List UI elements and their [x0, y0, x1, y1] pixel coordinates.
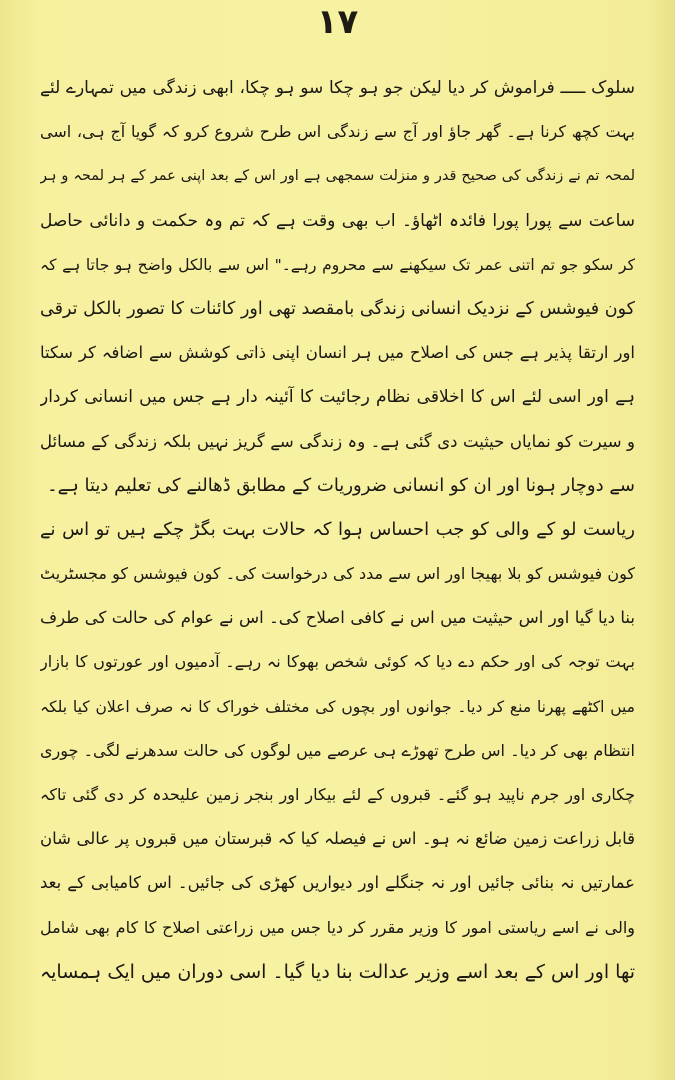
paragraph-end-line: سے دوچار ہونا اور ان کو انسانی ضروریات کے مطابق ڈھالنے کی تعلیم دیتا ہے۔: [47, 474, 635, 496]
text-line: اور ارتقا پذیر ہے جس کی اصلاح میں ہر انسان اپنی ذاتی کوشش سے اضافہ کر سکتا: [40, 343, 635, 363]
text-line: بہت کچھ کرنا ہے۔ گھر جاؤ اور آج سے زندگی اس طرح شروع کرو کہ گویا آج ہی، اسی: [40, 122, 635, 142]
text-line: لمحہ تم نے زندگی کی صحیح قدر و منزلت سمجھی ہے اور اس کے بعد اپنی عمر کے ہر لمحہ و ہر: [40, 168, 635, 185]
text-line: ہے اور اسی لئے اس کا اخلاقی نظام رجائیت کا آئینہ دار ہے جس میں انسانی کردار: [40, 387, 635, 408]
text-line: بنا دیا گیا اور اس حیثیت میں اس نے کافی اصلاح کی۔ اس نے عوام کی حالت کی طرف: [40, 608, 635, 628]
text-line: بہت توجہ کی اور حکم دے دیا کہ کوئی شخص بھوکا نہ رہے۔ آدمیوں اور عورتوں کا بازار: [40, 652, 635, 672]
text-line: عمارتیں نہ بنائی جائیں اور نہ جنگلے اور دیواریں کھڑی کی جائیں۔ اس کامیابی کے بعد: [40, 873, 635, 893]
text-line: تھا اور اس کے بعد اسے وزیر عدالت بنا دیا گیا۔ اسی دوران میں ایک ہمسایہ: [40, 960, 635, 983]
text-line: و سیرت کو نمایاں حیثیت دی گئی ہے۔ وہ زندگی سے گریز نہیں بلکہ زندگی کے مسائل: [40, 431, 635, 451]
text-line: کون فیوشس کے نزدیک انسانی زندگی بامقصد تھی اور کائنات کا تصور بالکل ترقی: [40, 298, 635, 319]
text-line: چکاری اور جرم ناپید ہو گئے۔ قبروں کے لئے بیکار اور بنجر زمین علیحدہ کر دی گئی تاکہ: [40, 785, 635, 804]
text-line: ساعت سے پورا پورا فائدہ اٹھاؤ۔ اب بھی وقت ہے کہ تم وہ حکمت و دانائی حاصل: [40, 210, 635, 231]
text-line: ریاست لو کے والی کو جب احساس ہوا کہ حالات بہت بگڑ چکے ہیں تو اس نے: [40, 518, 635, 540]
body-text: [40, 66, 635, 994]
text-line: قابل زراعت زمین ضائع نہ ہو۔ اس نے فیصلہ کیا کہ قبرستان میں قبروں پر عالی شان: [40, 829, 635, 849]
text-line: سلوک ـــــ فراموش کر دیا لیکن جو ہو چکا سو ہو چکا، ابھی زندگی میں تمہارے لئے: [40, 78, 635, 98]
text-line: میں اکٹھے پھرنا منع کر دیا۔ جوانوں اور بچوں کی مختلف خوراک کا نہ صرف اعلان کیا بلکہ: [40, 697, 635, 716]
text-line: کر سکو جو تم اتنی عمر تک سیکھنے سے محروم رہے۔" اس سے بالکل واضح ہو جاتا ہے کہ: [40, 255, 635, 274]
page-number: ١٧: [316, 2, 359, 42]
text-line: والی نے اسے ریاستی امور کا وزیر مقرر کر دیا جس میں زراعتی اصلاح کا کام بھی شامل: [40, 917, 635, 937]
text-line: انتظام بھی کر دیا۔ اس طرح تھوڑے ہی عرصے میں لوگوں کی حالت سدھرنے لگی۔ چوری: [40, 740, 635, 760]
text-line: کون فیوشس کو بلا بھیجا اور اس سے مدد کی درخواست کی۔ کون فیوشس کو مجسٹریٹ: [40, 564, 635, 584]
